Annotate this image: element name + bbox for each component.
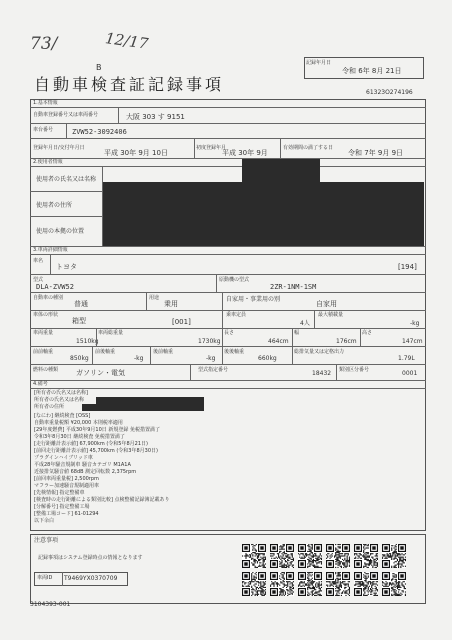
handwritten-note-right: 12/17 — [104, 29, 150, 53]
remark-line: [先検情報] 指定整備車 — [34, 490, 85, 496]
remark-line: [分解番号] 指定整備工場 — [34, 504, 90, 510]
remark-line: 自動車重量税額 ¥20,000 本則税率適用 — [34, 420, 123, 426]
record-date-value: 令和 6年 8月 21日 — [342, 67, 402, 75]
max-load-label: 最大積載量 — [318, 312, 344, 318]
qr-code-1 — [242, 544, 266, 568]
registration-date-label: 登録年月日/交付年月日 — [33, 145, 85, 151]
chassis-number-value: ZVW52-3092406 — [72, 128, 127, 136]
remark-line: [前回車両重量税] 2,500rpm — [34, 476, 99, 482]
width-label: 幅 — [294, 330, 300, 336]
record-date-label: 記録年月日 — [306, 60, 332, 66]
qr-code-3 — [298, 544, 322, 568]
qr-code-6 — [382, 544, 406, 568]
section1-title: 1.基本情報 — [33, 100, 58, 106]
remark-line: [前回走行距離計表示値] 45,700km (令和3年8月30日) — [34, 448, 158, 454]
rear-rear-axle-label: 後後軸重 — [224, 349, 245, 355]
engine-model-label: 原動機の型式 — [219, 277, 250, 283]
engine-model-value: 2ZR-1NM-1SM — [270, 283, 317, 291]
qr-code-2 — [270, 544, 294, 568]
page-title: 自動車検査証記録事項 — [34, 75, 225, 94]
remark-line: 近接排気騒音値 68dB 測定回転数 2,375rpm — [34, 469, 137, 475]
reg-number-label: 自動車登録番号又は車両番号 — [33, 112, 99, 118]
height-label: 高さ — [362, 330, 373, 336]
rear-front-axle-label: 後前軸重 — [153, 349, 174, 355]
document-number: 61323O274196 — [366, 89, 413, 96]
remark-line: [検査時の走行距離による類別比較] 点検整備記録簿記載あり — [34, 497, 170, 503]
displacement-label: 総排気量又は定格出力 — [294, 349, 345, 355]
model-value: DLA-ZVW52 — [36, 283, 74, 291]
base-location-label: 使用の本拠の位置 — [36, 228, 85, 235]
maker-label: 車名 — [33, 258, 44, 264]
vehicle-id-value: T9469YX0370709 — [64, 575, 118, 582]
maker-value: トヨタ — [56, 263, 77, 271]
remark-line: マフラー加速騒音規制適用車 — [34, 483, 100, 489]
length-label: 長さ — [224, 330, 235, 336]
rear-front-axle-value: -kg — [206, 355, 216, 362]
expiry-date-value: 令和 7年 9月 9日 — [348, 149, 404, 157]
section4-title: 4.備考 — [33, 381, 48, 387]
class-number-value: 0001 — [402, 370, 418, 377]
qr-code-9 — [298, 572, 322, 596]
qr-code-8 — [270, 572, 294, 596]
remark-line: [29年度燃費] 平成30年9月10日 新規登録 免税措置満了 — [34, 427, 160, 433]
vehicle-kind-label: 自動車の種別 — [33, 295, 64, 301]
first-registration-value: 平成 30年 9月 — [222, 149, 268, 157]
qr-code-7 — [242, 572, 266, 596]
front-front-axle-value: 850kg — [70, 355, 89, 362]
maker-code: [194] — [398, 263, 417, 271]
qr-code-4 — [326, 544, 350, 568]
qr-code-11 — [354, 572, 378, 596]
remark-line: 所有者の氏名又は名称 — [34, 397, 85, 403]
form-mark: B — [96, 63, 102, 72]
user-name-label: 使用者の氏名又は名称 — [36, 176, 97, 183]
handwritten-note-left: 73/ — [30, 34, 58, 54]
type-designation-value: 18432 — [312, 370, 332, 377]
qr-code-10 — [326, 572, 350, 596]
front-front-axle-label: 前前軸重 — [33, 349, 54, 355]
chassis-number-label: 車台番号 — [33, 127, 54, 133]
gross-weight-value: 1730kg — [198, 338, 221, 345]
type-designation-label: 型式指定番号 — [198, 367, 229, 373]
remark-line: [走行距離計表示値] 67,900km (令和5年8月21日) — [34, 441, 148, 447]
front-rear-axle-value: -kg — [134, 355, 144, 362]
width-value: 176cm — [336, 338, 357, 345]
length-value: 464cm — [268, 338, 289, 345]
private-business-value: 自家用 — [316, 300, 337, 308]
capacity-label: 乗車定員 — [226, 312, 247, 318]
remark-line: [なにわ] 継続検査 [OSS] — [34, 413, 91, 419]
redaction-user-info — [102, 182, 424, 246]
displacement-value: 1.79L — [398, 355, 415, 362]
remark-line: 以下余白 — [34, 518, 55, 524]
body-shape-code: [001] — [172, 318, 191, 326]
vehicle-id-label: 車両ID — [37, 575, 53, 581]
section2-title: 2.使用者情報 — [33, 159, 63, 165]
vehicle-weight-label: 車両重量 — [33, 330, 54, 336]
redaction-owner-address — [82, 404, 204, 411]
max-load-value: -kg — [410, 320, 420, 327]
qr-code-5 — [354, 544, 378, 568]
remark-line: プラグインハイブリッド車 — [34, 455, 93, 461]
purpose-value: 乗用 — [164, 300, 178, 308]
front-rear-axle-label: 前後軸重 — [95, 349, 116, 355]
remark-line: 所有者の住所 — [34, 404, 65, 410]
rear-rear-axle-value: 660kg — [258, 355, 277, 362]
remark-line: 平成28年騒音規制車 騒音カテゴリ M1A1A — [34, 462, 131, 468]
model-label: 型式 — [33, 277, 44, 283]
serial-number: 3104393-001 — [30, 601, 71, 608]
class-number-label: 類別区分番号 — [339, 367, 370, 373]
registration-date-value: 平成 30年 9月 10日 — [104, 149, 168, 157]
purpose-label: 用途 — [149, 295, 160, 301]
vehicle-weight-value: 1510kg — [76, 338, 99, 345]
body-shape-label: 車体の形状 — [33, 312, 59, 318]
qr-code-12 — [382, 572, 406, 596]
redaction-name-top — [242, 159, 320, 183]
reg-number-value: 大阪 303 す 9151 — [126, 113, 185, 121]
notice-title: 注意事項 — [34, 537, 59, 544]
remark-line: 令和3年8月30日 継続検査 免税措置満了 — [34, 434, 125, 440]
remark-line: [所有者の氏名又は名称] — [34, 390, 88, 396]
notice-text: 記録事項はシステム登録時点の情報となります — [38, 555, 143, 561]
remark-line: [整備工場コード] 61-01294 — [34, 511, 99, 517]
user-address-label: 使用者の住所 — [36, 202, 73, 209]
vehicle-kind-value: 普通 — [74, 300, 88, 308]
height-value: 147cm — [402, 338, 423, 345]
section3-title: 3.車両詳細情報 — [33, 247, 68, 253]
redaction-owner-name — [96, 397, 204, 404]
fuel-type-value: ガソリン・電気 — [76, 369, 125, 377]
expiry-date-label: 有効期間の満了する日 — [283, 145, 334, 151]
fuel-type-label: 燃料の種類 — [33, 367, 59, 373]
first-registration-label: 初度登録年月 — [196, 145, 227, 151]
capacity-value: 4人 — [300, 320, 310, 327]
private-business-label: 自家用・事業用の別 — [226, 296, 281, 303]
body-shape-value: 箱型 — [72, 317, 86, 325]
gross-weight-label: 車両総重量 — [98, 330, 124, 336]
